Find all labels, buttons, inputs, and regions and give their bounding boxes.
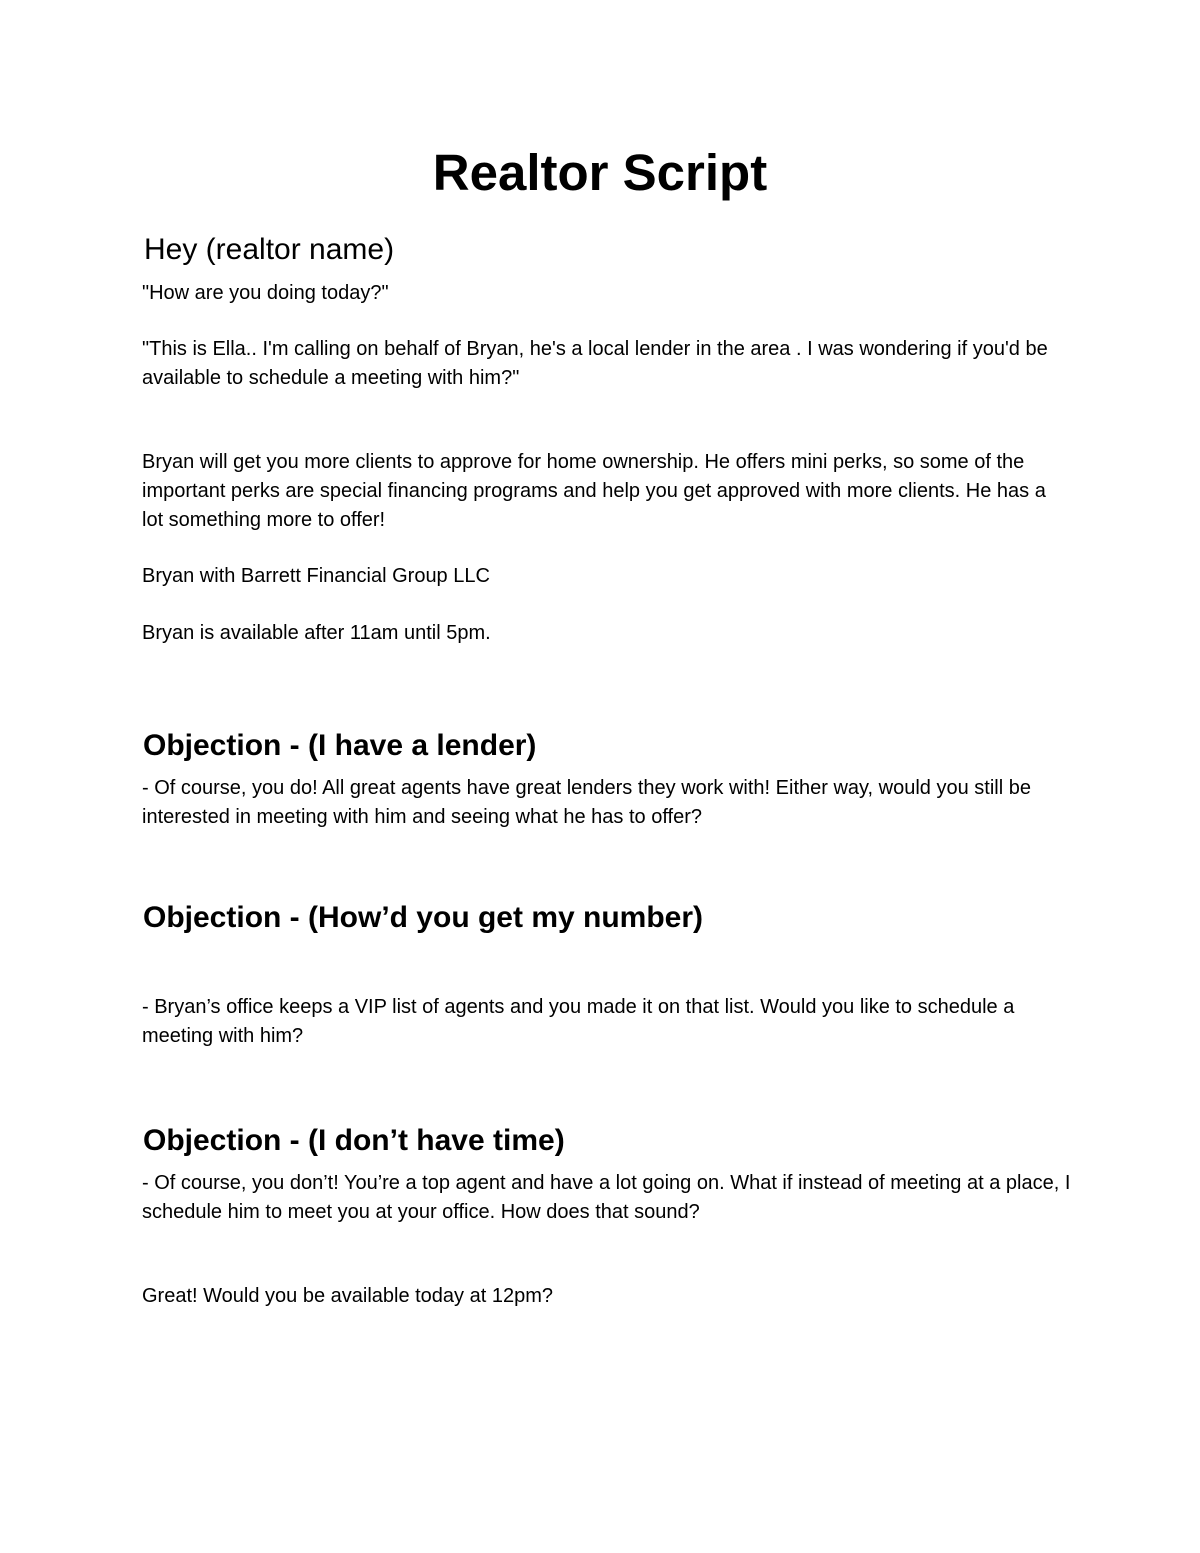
objection-response-lender: - Of course, you do! All great agents have great lenders they work with! Either way, would you still be interested in meeting with him and seeing what he has to offer? xyxy=(142,777,1031,828)
availability-line: Bryan is available after 11am until 5pm. xyxy=(142,622,491,644)
company-line: Bryan with Barrett Financial Group LLC xyxy=(142,565,490,587)
opening-question: "How are you doing today?" xyxy=(142,282,389,304)
greeting-heading: Hey (realtor name) xyxy=(144,233,395,266)
objection-response-number: - Bryan’s office keeps a VIP list of agents and you made it on that list. Would you like to schedule a meeting with him? xyxy=(142,996,1015,1047)
objection-heading-lender: Objection - (I have a lender) xyxy=(143,729,537,762)
objection-heading-number: Objection - (How’d you get my number) xyxy=(143,901,704,934)
closing-line: Great! Would you be available today at 12pm? xyxy=(142,1285,553,1307)
page-title: Realtor Script xyxy=(432,144,768,201)
introduction-paragraph: "This is Ella.. I'm calling on behalf of Bryan, he's a local lender in the area . I was wondering if you'd be available to schedule a meeting with him?" xyxy=(142,338,1048,389)
objection-heading-time: Objection - (I don’t have time) xyxy=(143,1124,565,1157)
pitch-paragraph: Bryan will get you more clients to approve for home ownership. He offers mini perks, so some of the important perks are special financing programs and help you get approved with more clients. He has a lot something more to offer! xyxy=(142,451,1046,531)
objection-response-time: - Of course, you don’t! You’re a top agent and have a lot going on. What if instead of meeting at a place, I schedule him to meet you at your office. How does that sound? xyxy=(142,1172,1071,1223)
